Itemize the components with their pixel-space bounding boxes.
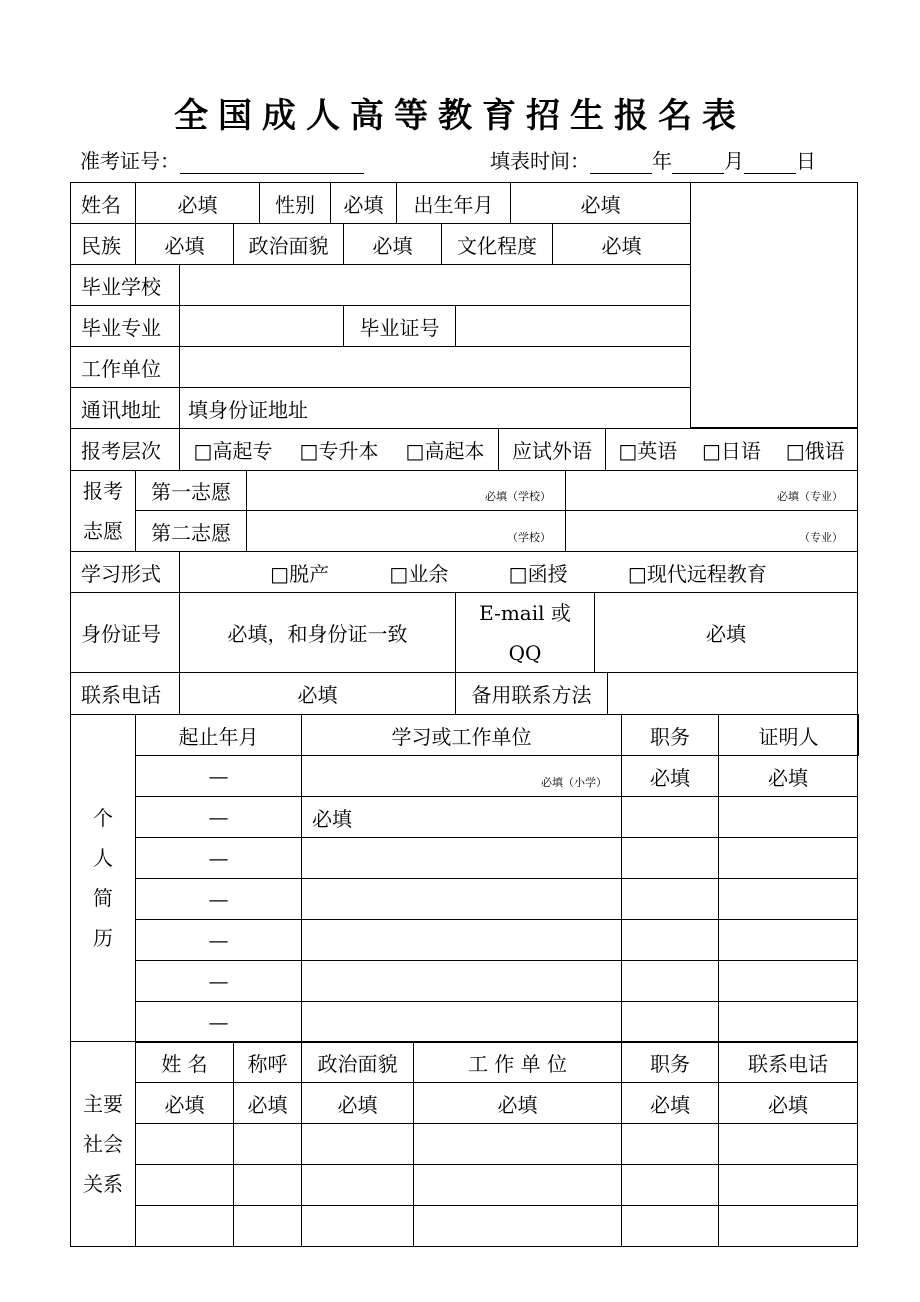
major-label: 毕业专业 <box>70 305 180 347</box>
resume-unit-cell[interactable] <box>301 919 622 961</box>
first-wish-school-field[interactable] <box>246 470 566 511</box>
relations-cell[interactable] <box>233 1164 302 1206</box>
resume-duty-cell[interactable] <box>621 1001 719 1043</box>
relations-cell[interactable] <box>718 1164 858 1206</box>
exam-number-label: 准考证号： <box>80 149 180 173</box>
resume-side-char: 人 <box>93 846 113 870</box>
birth-field[interactable]: 必填 <box>510 182 691 224</box>
relations-cell[interactable]: 必填 <box>718 1082 858 1124</box>
relations-cell[interactable]: 必填 <box>621 1082 719 1124</box>
wish-label-line1: 报考 <box>83 479 123 503</box>
nation-field[interactable]: 必填 <box>135 223 234 265</box>
birth-label: 出生年月 <box>396 182 511 224</box>
education-field[interactable]: 必填 <box>552 223 691 265</box>
day-field[interactable] <box>744 153 796 174</box>
resume-duty-cell[interactable] <box>621 919 719 961</box>
relations-cell[interactable] <box>621 1123 719 1165</box>
resume-unit-cell[interactable]: 必填 <box>301 796 622 838</box>
level-options <box>179 428 499 471</box>
resume-side-char: 个 <box>93 806 113 830</box>
relations-cell[interactable] <box>413 1123 622 1165</box>
study-option-fulltime[interactable]: □脱产 <box>270 561 330 586</box>
resume-duty-cell[interactable] <box>621 960 719 1002</box>
resume-side-label <box>70 714 136 1042</box>
resume-unit-cell[interactable] <box>301 755 622 797</box>
second-wish-major-field[interactable] <box>565 510 858 552</box>
study-form-options <box>179 551 858 593</box>
fill-time-label: 填表时间： <box>490 149 590 173</box>
resume-witness-cell[interactable] <box>718 919 858 961</box>
relations-cell[interactable] <box>233 1123 302 1165</box>
second-wish-school-field[interactable] <box>246 510 566 552</box>
first-wish-label: 第一志愿 <box>135 470 247 511</box>
relations-cell[interactable]: 必填 <box>301 1082 414 1124</box>
relations-side-label <box>70 1041 136 1247</box>
relations-cell[interactable] <box>135 1205 234 1247</box>
first-wish-major-field[interactable] <box>565 470 858 511</box>
relations-side-line: 关系 <box>83 1172 123 1196</box>
resume-header-witness: 证明人 <box>718 714 859 756</box>
resume-unit-cell[interactable] <box>301 960 622 1002</box>
language-options <box>605 428 858 471</box>
resume-period-cell[interactable]: — <box>135 919 302 961</box>
relations-cell[interactable] <box>718 1123 858 1165</box>
address-label: 通讯地址 <box>70 387 180 429</box>
certificate-field[interactable] <box>455 305 691 347</box>
relations-cell[interactable] <box>413 1164 622 1206</box>
relations-cell[interactable]: 必填 <box>135 1082 234 1124</box>
resume-witness-cell[interactable] <box>718 796 858 838</box>
relations-side-line: 社会 <box>83 1132 123 1156</box>
relations-cell[interactable] <box>301 1123 414 1165</box>
work-unit-field[interactable] <box>179 346 691 388</box>
level-label: 报考层次 <box>70 428 180 471</box>
resume-period-cell[interactable]: — <box>135 755 302 797</box>
month-field[interactable] <box>672 153 724 174</box>
resume-witness-cell[interactable] <box>718 837 858 879</box>
work-unit-label: 工作单位 <box>70 346 180 388</box>
resume-header-period: 起止年月 <box>135 714 302 756</box>
id-number-label: 身份证号 <box>70 592 180 673</box>
relations-header-political: 政治面貌 <box>301 1041 414 1083</box>
relations-cell[interactable] <box>413 1205 622 1247</box>
resume-witness-cell[interactable] <box>718 878 858 920</box>
email-qq-label <box>455 592 595 673</box>
resume-unit-cell[interactable] <box>301 1001 622 1043</box>
photo-box[interactable] <box>690 182 858 428</box>
first-wish-major-note: 必填（专业） <box>777 490 843 503</box>
resume-header-unit: 学习或工作单位 <box>301 714 622 756</box>
phone-field[interactable]: 必填 <box>179 672 456 715</box>
month-label: 月 <box>724 149 744 173</box>
resume-duty-cell[interactable] <box>621 837 719 879</box>
school-label: 毕业学校 <box>70 264 180 306</box>
relations-cell[interactable] <box>301 1164 414 1206</box>
resume-duty-cell[interactable]: 必填 <box>621 755 719 797</box>
wish-label <box>70 470 136 552</box>
exam-number-field[interactable] <box>180 153 364 174</box>
resume-period-cell[interactable]: — <box>135 796 302 838</box>
resume-witness-cell[interactable]: 必填 <box>718 755 858 797</box>
second-wish-school-note: （学校） <box>507 531 551 544</box>
level-option-zhuanshengben[interactable]: □专升本 <box>299 439 379 463</box>
relations-cell[interactable] <box>301 1205 414 1247</box>
day-label: 日 <box>796 149 816 173</box>
email-qq-field[interactable]: 必填 <box>594 592 858 673</box>
id-number-field[interactable]: 必填，和身份证一致 <box>179 592 456 673</box>
relations-cell[interactable] <box>135 1164 234 1206</box>
name-label: 姓名 <box>70 182 136 224</box>
resume-period-cell[interactable]: — <box>135 1001 302 1043</box>
level-option-gaoqiben[interactable]: □高起本 <box>405 439 485 463</box>
resume-unit-cell[interactable] <box>301 837 622 879</box>
study-form-label: 学习形式 <box>70 551 180 593</box>
certificate-label: 毕业证号 <box>343 305 456 347</box>
resume-period-cell[interactable]: — <box>135 878 302 920</box>
fill-date-line <box>490 145 816 174</box>
language-option-english[interactable]: □英语 <box>618 439 678 463</box>
level-option-gaoqizhuan[interactable]: □高起专 <box>193 439 273 463</box>
form-title: 全国成人高等教育招生报名表 <box>174 96 746 136</box>
relations-cell[interactable] <box>718 1205 858 1247</box>
exam-number-line <box>80 145 364 174</box>
year-label: 年 <box>652 149 672 173</box>
backup-contact-label: 备用联系方法 <box>455 672 608 715</box>
resume-unit-cell[interactable] <box>301 878 622 920</box>
resume-unit-note: 必填（小学） <box>541 776 607 789</box>
resume-period-cell[interactable]: — <box>135 960 302 1002</box>
resume-duty-cell[interactable] <box>621 796 719 838</box>
first-wish-school-note: 必填（学校） <box>485 490 551 503</box>
school-field[interactable] <box>179 264 691 306</box>
resume-period-cell[interactable]: — <box>135 837 302 879</box>
study-option-distance[interactable]: □现代远程教育 <box>627 561 767 586</box>
nation-label: 民族 <box>70 223 136 265</box>
language-option-russian[interactable]: □俄语 <box>785 439 845 463</box>
resume-header-duty: 职务 <box>621 714 719 756</box>
email-label-line2: QQ <box>508 640 542 665</box>
address-field[interactable]: 填身份证地址 <box>179 387 691 429</box>
sex-field[interactable]: 必填 <box>330 182 397 224</box>
relations-cell[interactable] <box>233 1205 302 1247</box>
wish-label-line2: 志愿 <box>83 519 123 543</box>
relations-header-unit: 工 作 单 位 <box>413 1041 622 1083</box>
relations-header-title: 称呼 <box>233 1041 302 1083</box>
resume-side-char: 历 <box>93 926 113 950</box>
year-field[interactable] <box>590 153 652 174</box>
second-wish-label: 第二志愿 <box>135 510 247 552</box>
language-label: 应试外语 <box>498 428 606 471</box>
political-field[interactable]: 必填 <box>343 223 442 265</box>
study-option-correspondence[interactable]: □函授 <box>508 561 568 586</box>
relations-header-phone: 联系电话 <box>718 1041 858 1083</box>
backup-contact-field[interactable] <box>607 672 858 715</box>
political-label: 政治面貌 <box>233 223 344 265</box>
relations-side-line: 主要 <box>83 1092 123 1116</box>
resume-side-char: 简 <box>93 886 113 910</box>
phone-label: 联系电话 <box>70 672 180 715</box>
study-option-parttime[interactable]: □业余 <box>389 561 449 586</box>
relations-cell[interactable] <box>621 1164 719 1206</box>
relations-cell[interactable] <box>621 1205 719 1247</box>
email-label-line1: E-mail 或 <box>479 600 571 625</box>
resume-witness-cell[interactable] <box>718 1001 858 1043</box>
second-wish-major-note: （专业） <box>799 531 843 544</box>
education-label: 文化程度 <box>441 223 553 265</box>
relations-header-name: 姓 名 <box>135 1041 234 1083</box>
name-field[interactable]: 必填 <box>135 182 260 224</box>
resume-witness-cell[interactable] <box>718 960 858 1002</box>
relations-header-duty: 职务 <box>621 1041 719 1083</box>
major-field[interactable] <box>179 305 344 347</box>
relations-cell[interactable] <box>135 1123 234 1165</box>
relations-cell[interactable]: 必填 <box>413 1082 622 1124</box>
relations-cell[interactable]: 必填 <box>233 1082 302 1124</box>
language-option-japanese[interactable]: □日语 <box>702 439 761 463</box>
sex-label: 性别 <box>259 182 331 224</box>
resume-duty-cell[interactable] <box>621 878 719 920</box>
